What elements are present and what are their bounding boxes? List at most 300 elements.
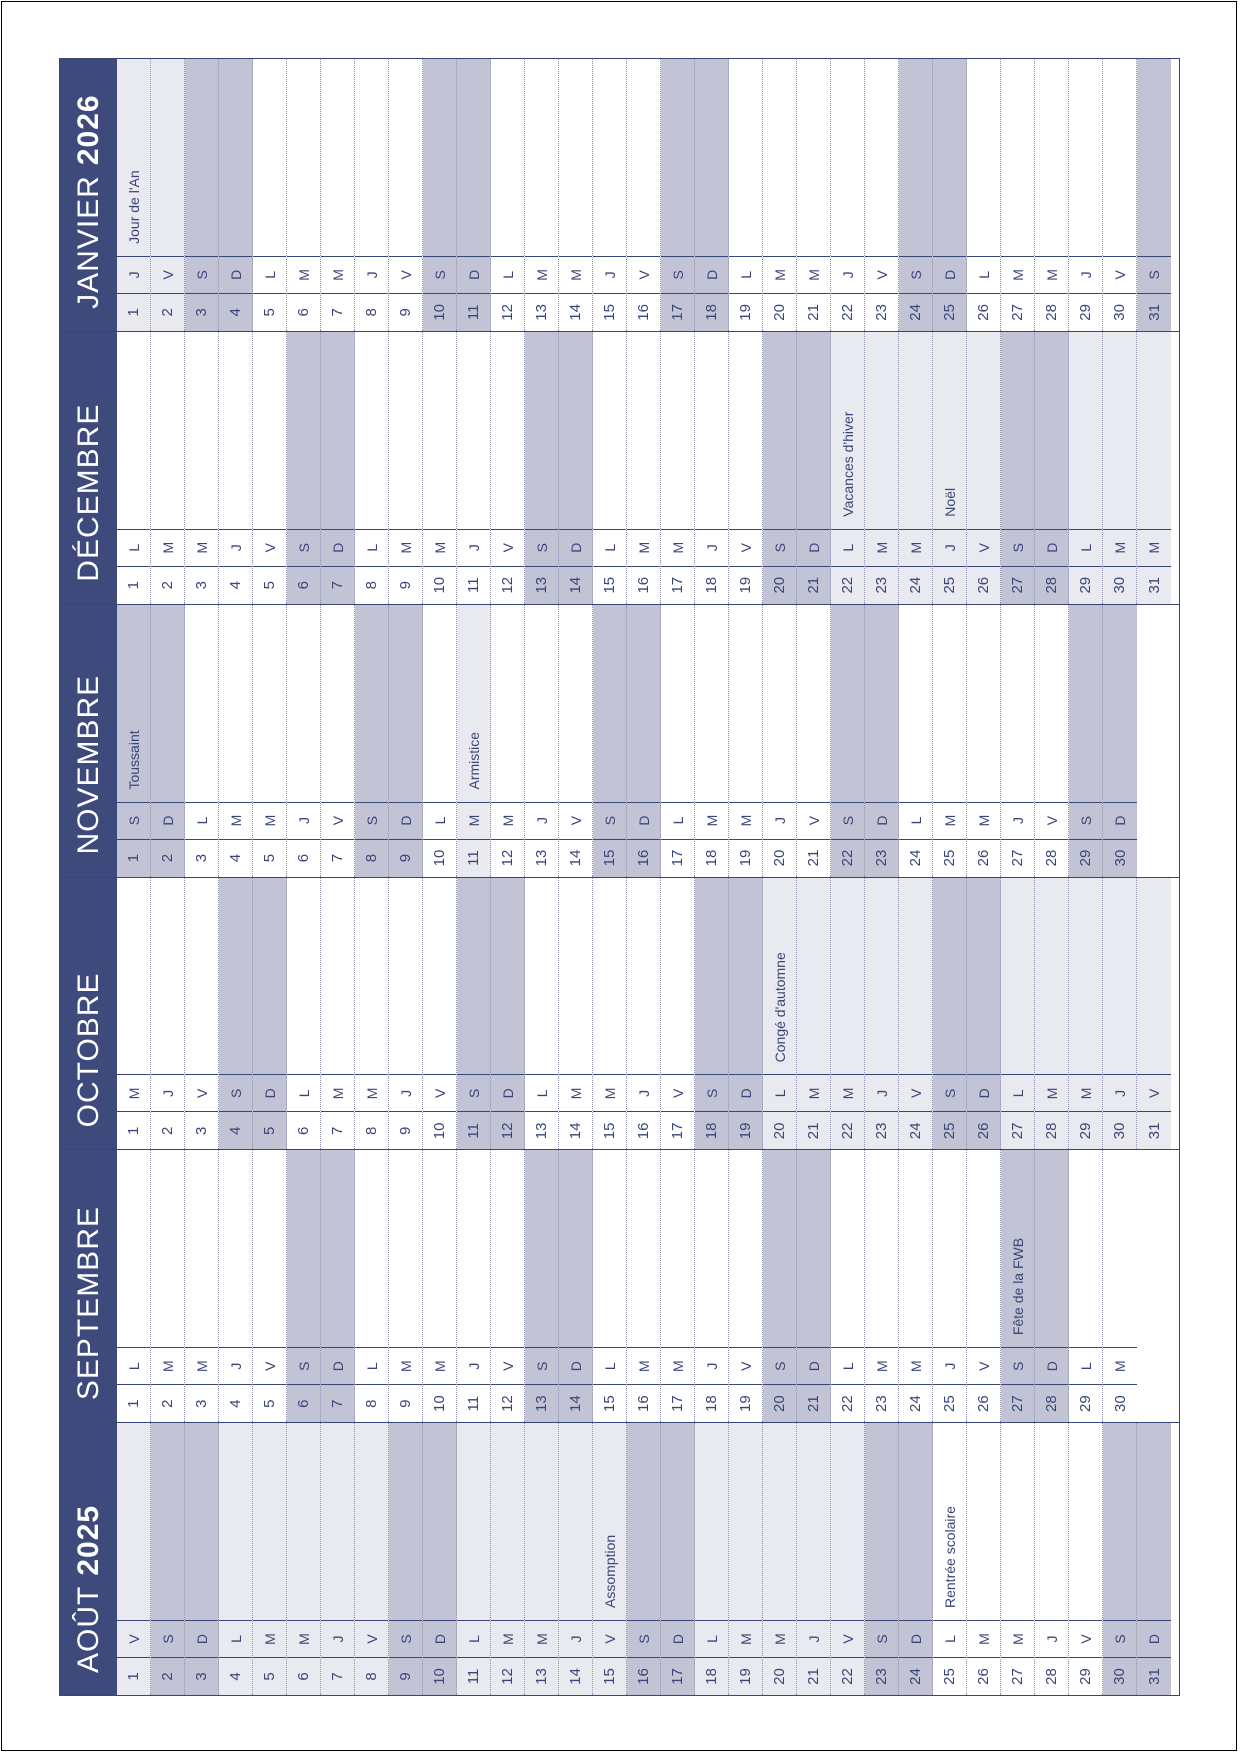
day-of-week: L xyxy=(491,256,524,293)
day-number: 24 xyxy=(899,1657,932,1695)
day-of-week: M xyxy=(1103,1347,1137,1384)
day-number: 16 xyxy=(627,566,660,604)
day-number: 12 xyxy=(491,293,524,331)
day-list xyxy=(117,1423,1179,1695)
day-event-label xyxy=(321,1423,354,1620)
day-of-week: M xyxy=(899,1347,932,1384)
day-row xyxy=(1069,59,1103,331)
day-row xyxy=(797,1150,831,1422)
day-row xyxy=(729,878,763,1150)
day-row xyxy=(729,59,763,331)
day-of-week: D xyxy=(865,802,898,839)
day-number: 30 xyxy=(1103,1384,1137,1422)
day-of-week: V xyxy=(423,1074,456,1111)
day-event-label xyxy=(797,332,830,529)
day-of-week: D xyxy=(1103,802,1137,839)
day-of-week: L xyxy=(899,802,932,839)
day-row xyxy=(627,878,661,1150)
day-row xyxy=(593,59,627,331)
day-event-label xyxy=(253,605,286,802)
day-number: 30 xyxy=(1103,293,1136,331)
day-of-week: V xyxy=(151,256,184,293)
day-number: 1 xyxy=(117,839,150,877)
day-event-label xyxy=(355,1150,388,1347)
day-row xyxy=(933,605,967,877)
day-event-label xyxy=(831,1423,864,1620)
day-number: 25 xyxy=(933,293,966,331)
day-number: 22 xyxy=(831,839,864,877)
day-of-week: V xyxy=(797,802,830,839)
day-event-label xyxy=(491,1423,524,1620)
day-number: 4 xyxy=(219,566,252,604)
day-number: 9 xyxy=(389,839,422,877)
day-of-week: S xyxy=(457,1074,490,1111)
day-of-week: M xyxy=(695,802,728,839)
day-of-week: M xyxy=(1001,1620,1034,1657)
day-row xyxy=(117,1150,151,1422)
day-of-week: M xyxy=(797,1074,830,1111)
day-row xyxy=(593,605,627,877)
day-row xyxy=(151,59,185,331)
day-of-week: J xyxy=(1035,1620,1068,1657)
day-event-label xyxy=(593,878,626,1075)
day-of-week: V xyxy=(865,256,898,293)
day-of-week: V xyxy=(729,1347,762,1384)
day-number: 19 xyxy=(729,1111,762,1149)
day-of-week: M xyxy=(627,529,660,566)
day-number: 13 xyxy=(525,1384,558,1422)
day-event-label xyxy=(423,878,456,1075)
day-number: 13 xyxy=(525,1111,558,1149)
day-of-week: J xyxy=(117,256,150,293)
day-row xyxy=(831,332,865,604)
day-event-label xyxy=(185,59,218,256)
day-event-label xyxy=(253,59,286,256)
day-number: 24 xyxy=(899,1384,932,1422)
day-of-week: M xyxy=(1001,256,1034,293)
day-row xyxy=(967,332,1001,604)
day-number: 10 xyxy=(423,293,456,331)
day-event-label xyxy=(117,878,150,1075)
day-row xyxy=(933,878,967,1150)
day-event-label: Congé d'automne xyxy=(771,952,788,1063)
day-of-week: V xyxy=(593,1620,626,1657)
day-event-label xyxy=(865,878,898,1075)
day-event-label xyxy=(253,878,286,1075)
day-row xyxy=(627,332,661,604)
day-of-week: S xyxy=(219,1074,252,1111)
day-row xyxy=(627,605,661,877)
month-header xyxy=(60,1423,117,1695)
day-number: 5 xyxy=(253,566,286,604)
day-row xyxy=(355,605,389,877)
day-of-week: M xyxy=(287,256,320,293)
day-event-label xyxy=(457,59,490,256)
day-row xyxy=(253,1423,287,1695)
day-of-week: M xyxy=(1035,256,1068,293)
day-of-week: L xyxy=(117,529,150,566)
day-row xyxy=(559,1150,593,1422)
day-row xyxy=(763,1423,797,1695)
day-row xyxy=(423,1150,457,1422)
day-number: 14 xyxy=(559,839,592,877)
day-of-week: V xyxy=(389,256,422,293)
day-of-week: D xyxy=(933,256,966,293)
day-of-week: M xyxy=(491,1620,524,1657)
day-of-week: M xyxy=(593,1074,626,1111)
day-number: 30 xyxy=(1103,839,1137,877)
day-number: 29 xyxy=(1069,839,1102,877)
day-number: 4 xyxy=(219,1384,252,1422)
day-number: 8 xyxy=(355,1111,388,1149)
day-row xyxy=(389,605,423,877)
day-of-week: L xyxy=(933,1620,966,1657)
day-number: 12 xyxy=(491,1111,524,1149)
day-of-week: M xyxy=(729,1620,762,1657)
day-event-label xyxy=(967,1423,1000,1620)
month-column xyxy=(60,59,1179,331)
day-event-label xyxy=(525,1423,558,1620)
day-of-week: D xyxy=(151,802,184,839)
day-number: 28 xyxy=(1035,1657,1068,1695)
day-of-week: M xyxy=(253,802,286,839)
day-event-label xyxy=(253,1150,286,1347)
day-of-week: L xyxy=(355,529,388,566)
day-row xyxy=(525,1150,559,1422)
day-number: 23 xyxy=(865,1111,898,1149)
day-row xyxy=(729,605,763,877)
day-row xyxy=(559,1423,593,1695)
day-number: 15 xyxy=(593,1657,626,1695)
day-number: 4 xyxy=(219,1657,252,1695)
day-row xyxy=(321,59,355,331)
day-row xyxy=(729,1150,763,1422)
day-event-label xyxy=(933,59,966,256)
day-number: 8 xyxy=(355,293,388,331)
day-row xyxy=(1001,878,1035,1150)
day-number: 27 xyxy=(1001,293,1034,331)
day-number: 6 xyxy=(287,1111,320,1149)
month-header xyxy=(60,1150,117,1422)
day-number: 7 xyxy=(321,293,354,331)
day-row xyxy=(967,1150,1001,1422)
day-row xyxy=(423,59,457,331)
day-event-label xyxy=(559,59,592,256)
day-row xyxy=(899,605,933,877)
day-row xyxy=(627,1423,661,1695)
day-number: 2 xyxy=(151,1657,184,1695)
day-of-week: L xyxy=(423,802,456,839)
day-of-week: M xyxy=(661,529,694,566)
day-event-label xyxy=(661,1150,694,1347)
day-row xyxy=(1035,1423,1069,1695)
day-event-label xyxy=(899,1150,932,1347)
day-row xyxy=(831,605,865,877)
day-number: 11 xyxy=(457,566,490,604)
day-row xyxy=(219,605,253,877)
day-event-label xyxy=(661,59,694,256)
day-of-week: V xyxy=(1069,1620,1102,1657)
day-row xyxy=(763,878,797,1150)
day-of-week: L xyxy=(831,529,864,566)
day-row xyxy=(661,1423,695,1695)
day-row xyxy=(491,332,525,604)
day-number: 27 xyxy=(1001,1657,1034,1695)
day-of-week: M xyxy=(389,529,422,566)
day-number: 15 xyxy=(593,566,626,604)
day-number: 3 xyxy=(185,839,218,877)
day-event-label xyxy=(559,1150,592,1347)
day-row xyxy=(1001,605,1035,877)
day-of-week: L xyxy=(185,802,218,839)
day-row xyxy=(899,1150,933,1422)
day-row xyxy=(525,1423,559,1695)
day-event-label xyxy=(457,332,490,529)
day-row xyxy=(457,59,491,331)
day-row xyxy=(389,332,423,604)
day-of-week: S xyxy=(661,256,694,293)
day-of-week: M xyxy=(831,1074,864,1111)
day-number: 14 xyxy=(559,1111,592,1149)
day-row xyxy=(525,878,559,1150)
day-event-label xyxy=(1137,59,1171,256)
day-of-week: M xyxy=(321,1074,354,1111)
day-row xyxy=(253,59,287,331)
day-of-week: L xyxy=(1069,529,1102,566)
day-number: 24 xyxy=(899,839,932,877)
day-number: 16 xyxy=(627,1384,660,1422)
day-of-week: V xyxy=(1035,802,1068,839)
day-event-label xyxy=(593,605,626,802)
day-row xyxy=(151,878,185,1150)
day-event-label xyxy=(797,878,830,1075)
day-of-week: S xyxy=(763,529,796,566)
day-number: 2 xyxy=(151,1111,184,1149)
day-row xyxy=(389,1150,423,1422)
day-number: 18 xyxy=(695,1384,728,1422)
day-number: 6 xyxy=(287,566,320,604)
day-row xyxy=(695,1150,729,1422)
day-row xyxy=(389,59,423,331)
day-number: 11 xyxy=(457,293,490,331)
day-of-week: V xyxy=(491,1347,524,1384)
day-number: 12 xyxy=(491,1384,524,1422)
calendar-grid xyxy=(59,58,1180,1696)
day-event-label xyxy=(1035,605,1068,802)
day-number: 8 xyxy=(355,839,388,877)
day-number: 1 xyxy=(117,293,150,331)
day-number: 1 xyxy=(117,1657,150,1695)
day-number: 14 xyxy=(559,1384,592,1422)
day-number: 19 xyxy=(729,1657,762,1695)
day-event-label xyxy=(457,1423,490,1620)
day-number: 9 xyxy=(389,1111,422,1149)
day-of-week: D xyxy=(321,1347,354,1384)
day-number: 14 xyxy=(559,566,592,604)
day-of-week: L xyxy=(457,1620,490,1657)
day-event-label xyxy=(355,878,388,1075)
day-number: 27 xyxy=(1001,1111,1034,1149)
day-event-label xyxy=(661,332,694,529)
day-number: 3 xyxy=(185,293,218,331)
day-number: 26 xyxy=(967,1657,1000,1695)
day-row xyxy=(1001,1423,1035,1695)
day-of-week: M xyxy=(117,1074,150,1111)
month-name: OCTOBRE xyxy=(71,972,105,1128)
day-number: 1 xyxy=(117,1384,150,1422)
day-number: 26 xyxy=(967,566,1000,604)
day-row xyxy=(253,332,287,604)
day-row xyxy=(117,605,151,877)
day-number: 6 xyxy=(287,293,320,331)
day-of-week: S xyxy=(831,802,864,839)
day-number: 20 xyxy=(763,1384,796,1422)
day-number: 16 xyxy=(627,293,660,331)
day-row xyxy=(593,332,627,604)
day-number: 5 xyxy=(253,1111,286,1149)
day-event-label xyxy=(287,59,320,256)
day-number: 18 xyxy=(695,1657,728,1695)
day-row xyxy=(559,878,593,1150)
month-column xyxy=(60,1149,1179,1422)
day-of-week: D xyxy=(1035,529,1068,566)
day-of-week: D xyxy=(559,1347,592,1384)
day-row xyxy=(491,1423,525,1695)
day-row xyxy=(321,1423,355,1695)
day-of-week: V xyxy=(117,1620,150,1657)
day-of-week: D xyxy=(321,529,354,566)
day-of-week: D xyxy=(559,529,592,566)
day-row xyxy=(661,878,695,1150)
day-of-week: S xyxy=(117,802,150,839)
day-row xyxy=(661,59,695,331)
day-row xyxy=(899,332,933,604)
day-event-label xyxy=(627,59,660,256)
day-event-label xyxy=(491,332,524,529)
day-of-week: S xyxy=(865,1620,898,1657)
day-event-label xyxy=(287,605,320,802)
day-of-week: S xyxy=(525,1347,558,1384)
day-list xyxy=(117,332,1179,604)
day-row xyxy=(593,1150,627,1422)
day-number: 15 xyxy=(593,293,626,331)
day-of-week: D xyxy=(695,256,728,293)
day-of-week: J xyxy=(287,802,320,839)
day-event-label: Noël xyxy=(941,487,958,517)
day-row xyxy=(831,1150,865,1422)
day-row xyxy=(287,605,321,877)
month-column xyxy=(60,877,1179,1150)
day-of-week: M xyxy=(1069,1074,1102,1111)
day-row xyxy=(185,878,219,1150)
day-row xyxy=(1035,605,1069,877)
day-of-week: M xyxy=(253,1620,286,1657)
day-event-label xyxy=(1001,332,1034,529)
day-row xyxy=(559,332,593,604)
day-event-label: Vacances d'hiver xyxy=(839,411,856,517)
day-of-week: J xyxy=(695,529,728,566)
day-event-label xyxy=(729,1423,762,1620)
day-row xyxy=(1103,605,1137,877)
day-event-label xyxy=(1103,605,1137,802)
day-row xyxy=(1069,878,1103,1150)
day-row xyxy=(1001,1150,1035,1422)
month-name: AOÛT xyxy=(71,1585,105,1673)
day-number: 22 xyxy=(831,1657,864,1695)
day-row xyxy=(525,605,559,877)
day-number: 7 xyxy=(321,1384,354,1422)
month-column xyxy=(60,331,1179,604)
day-event-label xyxy=(185,605,218,802)
day-row xyxy=(321,605,355,877)
day-row xyxy=(899,878,933,1150)
day-event-label xyxy=(559,1423,592,1620)
day-row xyxy=(185,605,219,877)
day-number: 26 xyxy=(967,839,1000,877)
day-number: 20 xyxy=(763,1111,796,1149)
day-row xyxy=(559,59,593,331)
day-list xyxy=(117,1150,1179,1422)
day-number: 15 xyxy=(593,1384,626,1422)
day-row xyxy=(389,1423,423,1695)
day-event-label xyxy=(1137,1423,1171,1620)
day-event-label xyxy=(593,332,626,529)
day-event-label xyxy=(593,1150,626,1347)
day-event-label xyxy=(1035,1423,1068,1620)
day-number: 18 xyxy=(695,566,728,604)
day-number: 13 xyxy=(525,839,558,877)
day-row xyxy=(695,878,729,1150)
day-row xyxy=(457,878,491,1150)
day-of-week: L xyxy=(1069,1347,1102,1384)
day-of-week: M xyxy=(865,529,898,566)
day-row xyxy=(423,878,457,1150)
day-event-label xyxy=(627,1150,660,1347)
day-number: 25 xyxy=(933,1111,966,1149)
day-list xyxy=(117,59,1179,331)
day-event-label xyxy=(287,1423,320,1620)
day-row xyxy=(525,332,559,604)
day-of-week: S xyxy=(355,802,388,839)
month-name: DÉCEMBRE xyxy=(71,403,105,582)
day-of-week: V xyxy=(899,1074,932,1111)
day-number: 28 xyxy=(1035,839,1068,877)
day-row xyxy=(219,332,253,604)
day-of-week: M xyxy=(865,1347,898,1384)
day-row xyxy=(967,1423,1001,1695)
day-event-label xyxy=(287,332,320,529)
day-event-label: Armistice xyxy=(465,731,482,790)
day-of-week: S xyxy=(525,529,558,566)
day-of-week: S xyxy=(899,256,932,293)
month-header xyxy=(60,332,117,604)
day-number: 23 xyxy=(865,293,898,331)
day-number: 30 xyxy=(1103,566,1136,604)
day-row xyxy=(763,332,797,604)
day-number: 6 xyxy=(287,1657,320,1695)
day-event-label xyxy=(1035,1150,1068,1347)
day-event-label xyxy=(321,59,354,256)
day-event-label xyxy=(729,878,762,1075)
day-number: 2 xyxy=(151,1384,184,1422)
day-row xyxy=(491,878,525,1150)
day-row xyxy=(151,1150,185,1422)
day-number: 5 xyxy=(253,839,286,877)
day-event-label xyxy=(457,1150,490,1347)
day-of-week: J xyxy=(559,1620,592,1657)
day-row xyxy=(1103,1423,1137,1695)
day-row xyxy=(1069,1150,1103,1422)
